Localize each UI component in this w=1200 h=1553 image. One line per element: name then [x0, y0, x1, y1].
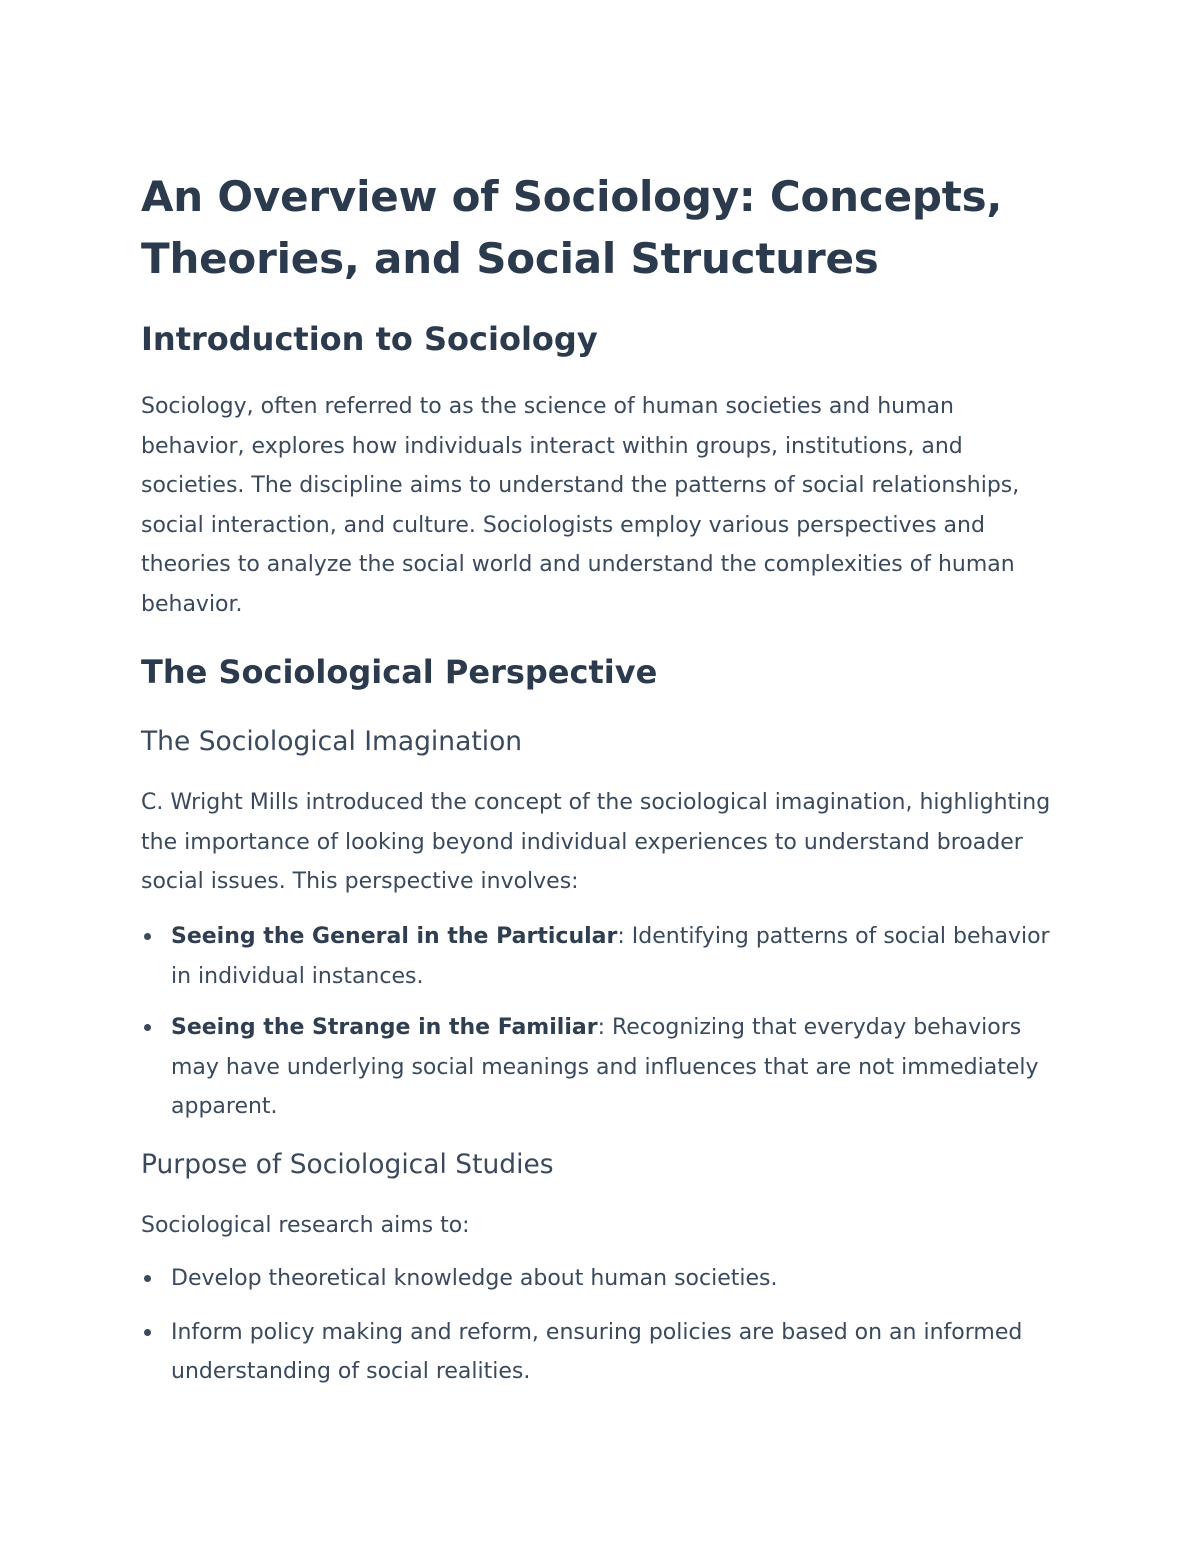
list-item-text: Inform policy making and reform, ensuring policies are based on an informed understanding of social realities.: [171, 1319, 1023, 1384]
list-item-text: Develop theoretical knowledge about human societies.: [171, 1266, 778, 1291]
purpose-list: [141, 1259, 1061, 1392]
intro-paragraph: Sociology, often referred to as the science of human societies and human behavior, explores how individuals interact within groups, institutions, and societies. The discipline aims to understand the patterns of social relationships, social interaction, and culture. Sociologists employ various perspectives and theories to analyze the social world and understand the complexities of human behavior.: [141, 394, 1020, 617]
bullet-icon: [144, 1024, 151, 1031]
subsection-heading-imagination: The Sociological Imagination: [141, 726, 523, 757]
list-item: [141, 1313, 1061, 1392]
subsection-heading-purpose: Purpose of Sociological Studies: [141, 1149, 554, 1180]
bullet-icon: [144, 1329, 151, 1336]
section-heading-intro: Introduction to Sociology: [141, 320, 598, 358]
imagination-list: [141, 917, 1061, 1127]
bullet-icon: [144, 933, 151, 940]
list-item-term: Seeing the General in the Particular: [171, 924, 618, 949]
purpose-paragraph: Sociological research aims to:: [141, 1213, 470, 1238]
section-heading-perspective: The Sociological Perspective: [141, 653, 658, 691]
document-title: An Overview of Sociology: Concepts, Theories, and Social Structures: [141, 172, 1003, 283]
list-item: [141, 1259, 1061, 1299]
bullet-icon: [144, 1275, 151, 1282]
imagination-paragraph: C. Wright Mills introduced the concept of the sociological imagination, highlighting the importance of looking beyond individual experiences to understand broader social issues. This perspective involves:: [141, 790, 1051, 894]
list-item-text: : Identifying patterns of social behavior in individual instances.: [171, 924, 1050, 989]
list-item-term: Seeing the Strange in the Familiar: [171, 1015, 598, 1040]
list-item: [141, 1008, 1061, 1127]
list-item: [141, 917, 1061, 996]
list-item-text: : Recognizing that everyday behaviors may have underlying social meanings and influences that are not immediately apparent.: [171, 1015, 1039, 1119]
